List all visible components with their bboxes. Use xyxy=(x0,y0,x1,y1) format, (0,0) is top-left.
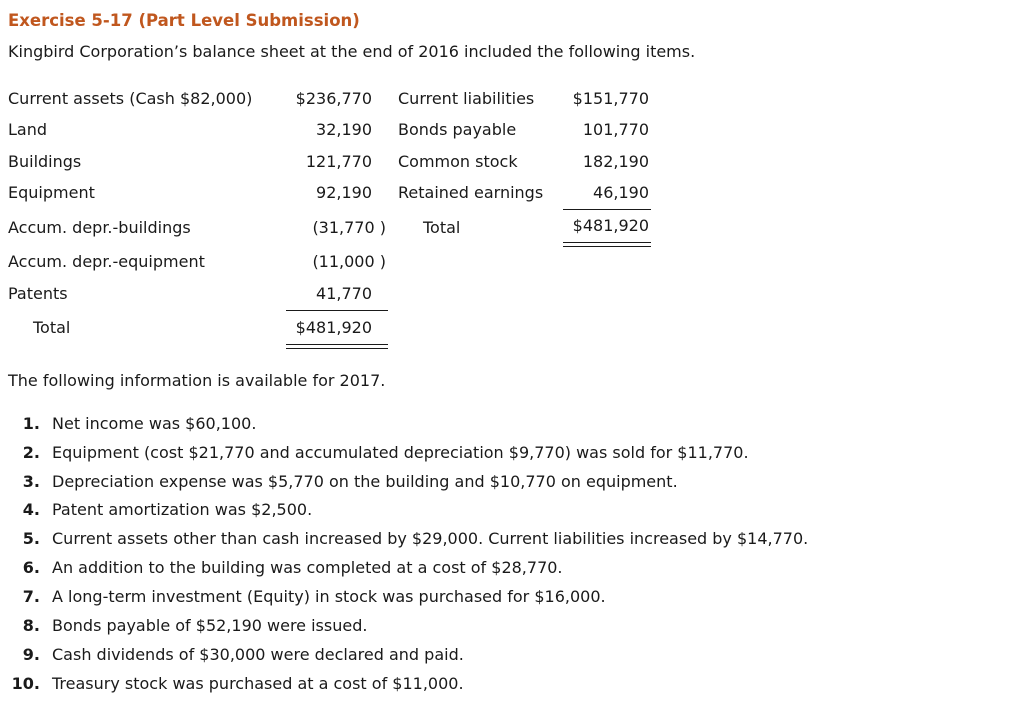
liability-label: Bonds payable xyxy=(398,120,517,139)
item-number: 10. xyxy=(11,674,40,693)
total-double-rule xyxy=(286,344,388,349)
asset-total-label: Total xyxy=(33,318,71,337)
asset-amount: (11,000 ) xyxy=(312,252,386,271)
liability-amount: $151,770 xyxy=(572,89,649,108)
asset-amount: 121,770 xyxy=(305,152,372,171)
asset-amount: (31,770 ) xyxy=(312,218,386,237)
list-item xyxy=(0,500,312,520)
item-number: 2. xyxy=(22,443,40,462)
liability-amount: 182,190 xyxy=(582,152,649,171)
item-number: 5. xyxy=(22,529,40,548)
intro-text: Kingbird Corporation’s balance sheet at the end of 2016 included the following items. xyxy=(8,42,696,61)
item-number: 1. xyxy=(22,414,40,433)
liability-label: Retained earnings xyxy=(398,183,544,202)
liability-amount: 46,190 xyxy=(593,183,649,202)
asset-amount: 41,770 xyxy=(316,284,372,303)
asset-total-amount: $481,920 xyxy=(295,318,372,337)
asset-amount: 92,190 xyxy=(316,183,372,202)
info-heading: The following information is available for 2017. xyxy=(8,371,386,390)
page-title: Exercise 5-17 (Part Level Submission) xyxy=(8,11,360,30)
liability-amount: 101,770 xyxy=(582,120,649,139)
item-number: 7. xyxy=(22,587,40,606)
asset-amount: $236,770 xyxy=(295,89,372,108)
asset-label: Equipment xyxy=(8,183,95,202)
item-text: Current assets other than cash increased by $29,000. Current liabilities increased by $14,770. xyxy=(52,529,809,548)
liability-label: Current liabilities xyxy=(398,89,535,108)
asset-label: Patents xyxy=(8,284,68,303)
list-item xyxy=(0,414,256,434)
item-text: Net income was $60,100. xyxy=(52,414,257,433)
item-text: Bonds payable of $52,190 were issued. xyxy=(52,616,368,635)
liability-label: Common stock xyxy=(398,152,518,171)
asset-label: Current assets (Cash $82,000) xyxy=(8,89,253,108)
item-text: A long-term investment (Equity) in stock was purchased for $16,000. xyxy=(52,587,606,606)
asset-amount: 32,190 xyxy=(316,120,372,139)
item-number: 3. xyxy=(22,472,40,491)
list-item xyxy=(0,472,678,492)
item-number: 8. xyxy=(22,616,40,635)
list-item xyxy=(0,529,808,549)
list-item xyxy=(0,558,563,578)
item-number: 4. xyxy=(22,500,40,519)
item-text: Depreciation expense was $5,770 on the building and $10,770 on equipment. xyxy=(52,472,678,491)
total-double-rule xyxy=(563,242,651,247)
item-text: Equipment (cost $21,770 and accumulated depreciation $9,770) was sold for $11,770. xyxy=(52,443,749,462)
liability-total-label: Total xyxy=(423,218,461,237)
item-text: Treasury stock was purchased at a cost of $11,000. xyxy=(52,674,464,693)
list-item xyxy=(0,674,464,694)
item-text: An addition to the building was completed at a cost of $28,770. xyxy=(52,558,563,577)
asset-label: Accum. depr.-equipment xyxy=(8,252,205,271)
item-text: Cash dividends of $30,000 were declared and paid. xyxy=(52,645,464,664)
list-item xyxy=(0,443,749,463)
item-number: 6. xyxy=(22,558,40,577)
asset-label: Buildings xyxy=(8,152,82,171)
liability-total-amount: $481,920 xyxy=(572,216,649,235)
item-number: 9. xyxy=(22,645,40,664)
subtotal-rule xyxy=(563,209,651,210)
subtotal-rule xyxy=(286,310,388,311)
list-item xyxy=(0,616,367,636)
list-item xyxy=(0,587,606,607)
list-item xyxy=(0,645,464,665)
item-text: Patent amortization was $2,500. xyxy=(52,500,313,519)
asset-label: Accum. depr.-buildings xyxy=(8,218,191,237)
asset-label: Land xyxy=(8,120,48,139)
